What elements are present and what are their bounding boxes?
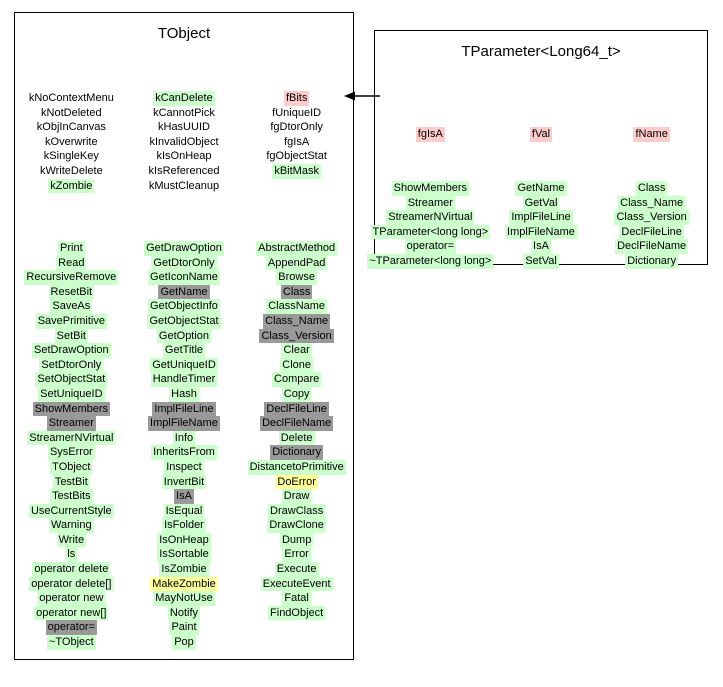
tobject-data-member-item[interactable]: fgObjectStat <box>266 150 327 163</box>
tobject-method-item[interactable]: Clone <box>282 358 312 371</box>
tparameter-data-member-item[interactable]: fgIsA <box>417 128 443 140</box>
tobject-method-item[interactable]: DeclFileLine <box>266 402 327 415</box>
tobject-method-item[interactable]: Notify <box>169 606 199 619</box>
tobject-method-item[interactable]: Clear <box>283 344 310 357</box>
tobject-method-item[interactable]: operator new[] <box>36 606 107 619</box>
tparameter-method-column-3 <box>597 181 707 269</box>
tparameter-method-item[interactable]: DeclFileName <box>617 240 687 253</box>
tparameter-method-item[interactable]: ImplFileLine <box>511 211 571 224</box>
tobject-method-item[interactable]: GetObjectStat <box>149 314 219 327</box>
tobject-method-item[interactable]: IsFolder <box>164 519 204 532</box>
tobject-data-member-item[interactable]: kHasUUID <box>158 121 210 134</box>
tparameter-data-members <box>375 127 707 142</box>
tobject-method-item[interactable]: InheritsFrom <box>153 446 215 459</box>
tobject-method-item[interactable]: Hash <box>171 387 197 400</box>
tparameter-method-item[interactable]: StreamerNVirtual <box>388 211 473 224</box>
tobject-method-column-1 <box>15 241 127 650</box>
class-box-tobject <box>14 12 354 660</box>
tobject-method-item[interactable]: Streamer <box>48 417 94 430</box>
tobject-method-column-3 <box>241 241 353 650</box>
class-title-tobject: TObject <box>157 25 211 42</box>
tobject-method-item[interactable]: TestBit <box>54 475 88 488</box>
tobject-data-member-column-3 <box>242 91 352 193</box>
tobject-data-member-item[interactable]: kCanDelete <box>155 92 213 104</box>
tobject-method-item[interactable]: GetObjectInfo <box>150 300 218 313</box>
tobject-method-item[interactable]: AppendPad <box>267 256 326 269</box>
tobject-data-member-item[interactable]: kNoContextMenu <box>28 92 114 104</box>
tobject-method-item[interactable]: InvertBit <box>163 475 205 488</box>
tobject-method-item[interactable]: AbstractMethod <box>258 242 336 254</box>
tobject-method-item[interactable]: MakeZombie <box>152 577 216 590</box>
tobject-method-item[interactable]: operator= <box>47 621 96 634</box>
tobject-method-item[interactable]: DrawClass <box>270 504 324 517</box>
tobject-method-item[interactable]: SetDtorOnly <box>41 358 102 371</box>
tparameter-method-column-1 <box>369 181 492 269</box>
tobject-method-item[interactable]: SysError <box>49 446 93 459</box>
inheritance-arrow-icon <box>344 90 380 102</box>
tobject-method-item[interactable]: Read <box>58 256 85 269</box>
tobject-data-member-item[interactable]: fBits <box>285 92 308 104</box>
tobject-method-item[interactable]: Class_Version <box>261 329 332 342</box>
tparameter-data-member-column-2 <box>489 127 593 142</box>
class-title-tparameter: TParameter<Long64_t> <box>461 43 621 60</box>
tobject-data-member-item[interactable]: fUniqueID <box>272 106 322 119</box>
tobject-method-item[interactable]: SetObjectStat <box>37 373 106 386</box>
tobject-method-item[interactable]: GetDtorOnly <box>153 256 215 269</box>
tobject-method-item[interactable]: Class_Name <box>265 314 329 327</box>
tobject-method-item[interactable]: ResetBit <box>50 285 93 298</box>
tobject-method-item[interactable]: Dump <box>281 533 312 546</box>
tobject-method-item[interactable]: ImplFileLine <box>154 402 214 415</box>
tobject-method-item[interactable]: Print <box>60 242 83 254</box>
tobject-method-item[interactable]: TestBits <box>52 490 91 503</box>
tobject-method-item[interactable]: Compare <box>274 373 320 386</box>
tparameter-data-member-item[interactable]: fVal <box>531 128 551 140</box>
tparameter-method-item[interactable]: GetName <box>517 182 565 194</box>
tobject-method-item[interactable]: DoError <box>277 475 316 488</box>
tparameter-method-item[interactable]: Dictionary <box>627 254 677 267</box>
tparameter-method-item[interactable]: Streamer <box>407 196 453 209</box>
tobject-method-item[interactable]: GetDrawOption <box>146 242 222 254</box>
tobject-data-member-item[interactable]: kObjInCanvas <box>36 121 106 134</box>
tobject-data-member-item[interactable]: kMustCleanup <box>148 179 220 192</box>
tobject-data-member-item[interactable]: kNotDeleted <box>41 106 102 119</box>
tparameter-method-item[interactable]: GetVal <box>524 196 558 209</box>
tobject-method-item[interactable]: HandleTimer <box>152 373 216 386</box>
tobject-data-member-item[interactable]: kSingleKey <box>43 150 99 163</box>
tparameter-method-column-2 <box>486 181 596 269</box>
tobject-method-item[interactable]: GetOption <box>158 329 210 342</box>
tobject-method-item[interactable]: ClassName <box>268 300 326 313</box>
tobject-method-item[interactable]: operator new <box>39 592 104 605</box>
tobject-data-member-item[interactable]: kIsOnHeap <box>156 150 212 163</box>
tobject-method-item[interactable]: Browse <box>278 271 315 284</box>
tobject-data-member-item[interactable]: kIsReferenced <box>148 164 220 177</box>
tparameter-method-item[interactable]: Class_Version <box>616 211 687 224</box>
tparameter-method-item[interactable]: TParameter<long long> <box>372 225 489 238</box>
tobject-data-member-item[interactable]: fgIsA <box>284 135 310 148</box>
tobject-method-item[interactable]: Delete <box>280 431 313 444</box>
tobject-method-item[interactable]: ExecuteEvent <box>262 577 331 590</box>
tobject-method-item[interactable]: IsSortable <box>159 548 209 561</box>
tobject-method-item[interactable]: FindObject <box>270 606 324 619</box>
tobject-data-members <box>15 91 353 193</box>
tobject-method-item[interactable]: ls <box>67 548 76 561</box>
tparameter-method-item[interactable]: SetVal <box>525 254 557 267</box>
tparameter-method-item[interactable]: ImplFileName <box>507 225 575 238</box>
tobject-data-member-column-2 <box>129 91 239 193</box>
tobject-data-member-column-1 <box>16 91 126 193</box>
tobject-method-item[interactable]: UseCurrentStyle <box>30 504 112 517</box>
tobject-method-item[interactable]: SetDrawOption <box>34 344 109 357</box>
tobject-data-member-item[interactable]: kOverwrite <box>45 135 98 148</box>
tobject-method-item[interactable]: DeclFileName <box>262 417 332 430</box>
tobject-data-member-item[interactable]: fgDtorOnly <box>270 121 323 134</box>
tobject-methods <box>15 241 353 650</box>
tobject-method-item[interactable]: Execute <box>276 563 317 576</box>
tobject-method-item[interactable]: Fatal <box>284 592 309 605</box>
tobject-method-item[interactable]: Write <box>58 533 85 546</box>
tobject-method-item[interactable]: Paint <box>171 621 197 634</box>
tobject-method-item[interactable]: Info <box>174 431 194 444</box>
tobject-data-member-item[interactable]: kWriteDelete <box>39 164 103 177</box>
tobject-method-item[interactable]: RecursiveRemove <box>26 271 117 284</box>
tobject-method-item[interactable]: ImplFileName <box>150 417 218 430</box>
tobject-method-item[interactable]: MayNotUse <box>155 592 213 605</box>
tobject-method-item[interactable]: SetBit <box>56 329 86 342</box>
tobject-method-item[interactable]: IsEqual <box>165 504 203 517</box>
class-box-tparameter <box>369 30 708 267</box>
tobject-method-item[interactable]: ~TObject <box>48 636 94 649</box>
tobject-method-item[interactable]: Dictionary <box>272 446 322 459</box>
tobject-method-item[interactable]: SetUniqueID <box>40 387 103 400</box>
tobject-method-item[interactable]: GetTitle <box>164 344 204 357</box>
tobject-method-item[interactable]: Error <box>284 548 309 561</box>
tobject-method-item[interactable]: Copy <box>283 387 310 400</box>
tparameter-methods <box>369 181 707 269</box>
tobject-method-item[interactable]: operator delete[] <box>31 577 112 590</box>
tobject-method-item[interactable]: ShowMembers <box>34 402 108 415</box>
tparameter-data-member-column-3 <box>600 127 704 142</box>
tparameter-data-member-column-1 <box>378 127 482 142</box>
tobject-method-item[interactable]: TObject <box>52 460 91 473</box>
tobject-method-item[interactable]: operator delete <box>34 563 109 576</box>
tparameter-method-item[interactable]: IsA <box>533 240 549 253</box>
tobject-data-member-item[interactable]: kBitMask <box>274 164 319 177</box>
tobject-method-item[interactable]: IsOnHeap <box>159 533 209 546</box>
tobject-method-column-2 <box>128 241 240 650</box>
tobject-method-item[interactable]: GetName <box>160 285 208 298</box>
tobject-method-item[interactable]: Class <box>282 285 311 298</box>
tobject-method-item[interactable]: Inspect <box>166 460 202 473</box>
tobject-method-item[interactable]: SaveAs <box>52 300 91 313</box>
tobject-method-item[interactable]: GetUniqueID <box>152 358 216 371</box>
tparameter-method-item[interactable]: DeclFileLine <box>621 225 682 238</box>
tobject-data-member-item[interactable]: kCannotPick <box>153 106 215 119</box>
tparameter-method-item[interactable]: Class <box>637 182 666 194</box>
tobject-method-item[interactable]: Pop <box>174 636 194 649</box>
tparameter-method-item[interactable]: operator= <box>406 240 455 253</box>
tparameter-method-item[interactable]: ShowMembers <box>393 182 467 194</box>
tobject-method-item[interactable]: IsZombie <box>161 563 207 576</box>
tobject-method-item[interactable]: Draw <box>283 490 310 503</box>
tparameter-data-member-item[interactable]: fName <box>635 128 668 140</box>
tobject-method-item[interactable]: IsA <box>176 490 192 503</box>
tobject-method-item[interactable]: StreamerNVirtual <box>29 431 114 444</box>
tobject-method-item[interactable]: DistancetoPrimitive <box>249 460 344 473</box>
tobject-method-item[interactable]: SavePrimitive <box>37 314 105 327</box>
tobject-data-member-item[interactable]: kInvalidObject <box>149 135 219 148</box>
tobject-method-item[interactable]: DrawClone <box>269 519 324 532</box>
tobject-method-item[interactable]: GetIconName <box>150 271 218 284</box>
tparameter-method-item[interactable]: Class_Name <box>620 196 684 209</box>
tparameter-method-item[interactable]: ~TParameter<long long> <box>369 254 492 267</box>
tobject-data-member-item[interactable]: kZombie <box>50 179 93 192</box>
tobject-method-item[interactable]: Warning <box>51 519 92 532</box>
